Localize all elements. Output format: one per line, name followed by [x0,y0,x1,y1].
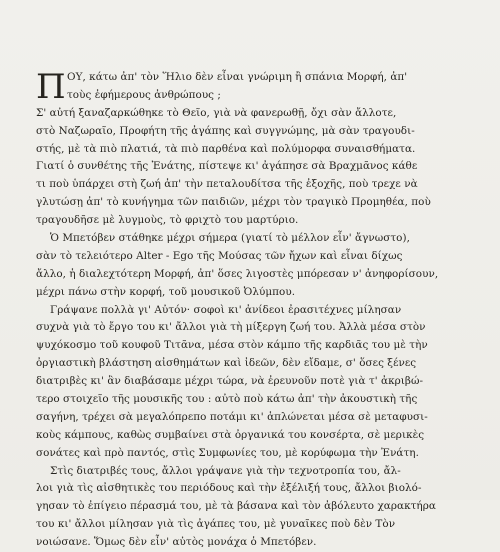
text-line [36,248,468,266]
text-line [36,445,468,463]
line-text: Γιατί ὁ συνθέτης τῆς Ἐνάτης, πίστεψε κι' ἀγάπησε σὰ Βραχμᾶνος κάθε [36,160,418,173]
line-text: σονάτες καὶ πρὸ παντός, στὶς Συμφωνίες του, μὲ κορύφωμα τὴν Ἐνάτη. [36,446,419,459]
line-text: κοὺς κάμπους, καθὼς συμβαίνει στὰ ὀργανικά του κονσέρτα, σὲ μερικὲς [36,428,425,441]
line-text: Σ' αὐτή ξαναζαρκώθηκε τὸ Θεῖο, γιὰ νὰ φανερωθῇ, ὄχι σὰν ἄλλοτε, [36,106,397,119]
text-line [36,355,468,373]
line-text: τοὺς ἐφήμερους ἀνθρώπους ; [67,88,221,101]
line-text: γησαν τὸ ἐπίγειο πέρασμά του, μὲ τὰ βάσανα καὶ τὸν ἀβόλευτο χαρακτήρα [36,500,436,513]
text-line [36,373,468,391]
text-line [36,194,468,212]
line-text: σαγήνη, τρέχει σὰ μεγαλόπρεπο ποτάμι κι' ἁπλώνεται μέσα σὲ μεταφυσι- [36,410,428,423]
text-line [36,105,468,123]
line-text: συχνὰ γιὰ τὸ ἔργο του κι' ἄλλοι γιὰ τὴ μίξεργη ζωή του. Ἀλλὰ μέσα στὸν [36,321,426,334]
text-line [36,123,468,141]
line-text: σὰν τὸ τελειότερο Alter - Ego τῆς Μούσας τῶν ἤχων καὶ εἶναι δίχως [36,249,403,262]
body-text [36,69,468,552]
text-line [36,158,468,176]
line-text: του κι' ἄλλοι μίλησαν γιὰ τὶς ἀγάπες του, μὲ γυναῖκες ποὺ δὲν Τὸν [36,518,396,531]
text-line [36,534,468,552]
text-line [36,141,468,159]
text-line [36,337,468,355]
text-line [36,87,468,105]
text-line [36,319,468,337]
text-line [36,266,468,284]
line-text: στὸ Ναζωραῖο, Προφήτη τῆς ἀγάπης καὶ συγγνώμης, μὰ σὰν τραγουδι- [36,124,415,137]
text-line [36,480,468,498]
text-line [36,230,468,248]
text-line [36,176,468,194]
line-text: ψυχόκοσμο τοῦ κουφοῦ Τιτᾶνα, μέσα στὸν κάμπο τῆς καρδιᾶς του μὲ τὴν [36,339,428,352]
line-text: διατριβὲς κι' ἂν διαβάσαμε μέχρι τώρα, νὰ ἐρευνοῦν ποτὲ γιὰ τ' ἀκριβώ- [36,375,424,388]
line-text: ΟΥ, κάτω ἀπ' τὸν Ἥλιο δὲν εἶναι γνώριμη ἢ σπάνια Μορφή, ἀπ' [67,71,408,83]
line-text: λοι γιὰ τὶς αἰσθητικὲς του περιόδους καὶ τὴν ἐξέλιξή τους, ἄλλοι βιολό- [36,482,422,495]
text-line [36,212,468,230]
text-line [36,498,468,516]
line-text: Ὁ Μπετόβεν στάθηκε μέχρι σήμερα (γιατί τὸ μέλλον εἶν' ἄγνωστο), [50,232,410,245]
line-text: Στὶς διατριβές τους, ἄλλοι γράψανε γιὰ τὴν τεχνοτροπία του, ἄλ- [50,464,401,477]
line-text: νοιώσανε. Ὅμως δὲν εἶν' αὐτὸς μονάχα ὁ Μπετόβεν. [36,536,317,549]
text-line [36,516,468,534]
line-text: Γράψανε πολλὰ γι' Αὐτόν· σοφοὶ κι' ἀνίδεοι ἐρασιτέχνες μίλησαν [50,303,402,316]
text-line [36,284,468,302]
line-text: τερο στοιχεῖο τῆς μουσικῆς του : αὐτὸ ποὺ κάτω ἀπ' τὴν ἀκουστικὴ τῆς [36,393,418,406]
text-line [36,409,468,427]
line-text: ἄλλο, ἡ διαλεχτότερη Μορφή, ἀπ' ὅσες λιγοστὲς μπόρεσαν ν' ἀνηφορίσουν, [36,267,439,280]
line-text: μέχρι πάνω στὴν κορφή, τοῦ μουσικοῦ Ὀλύμπου. [36,285,296,298]
line-text: ὀργιαστικὴ βλάστηση αἰσθημάτων καὶ ἰδεῶν, δὲν εἴδαμε, σ' ὅσες ξένες [36,357,417,370]
text-line [36,302,468,320]
text-line [36,427,468,445]
text-line [36,463,468,481]
line-text: τι ποὺ ὑπάρχει στὴ ζωή ἀπ' τὴν πεταλουδίτσα τῆς ἐξοχῆς, ποὺ τρεχε νὰ [36,178,418,191]
line-text: στής, μὲ τὰ πιὸ πλατιά, τὰ πιὸ παρθένα καὶ πολύμορφα συναισθήματα. [36,142,416,155]
drop-cap: Π [36,67,66,107]
text-line [36,391,468,409]
line-text: τραγουδῆσε μὲ λυγμοὺς, τὸ φριχτὸ του μαρτύριο. [36,214,299,227]
line-text: γλυτώσῃ ἀπ' τὸ κυνήγημα τῶν παιδιῶν, μέχρι τὸν τραγικὸ Προμηθέα, ποὺ [36,196,431,209]
